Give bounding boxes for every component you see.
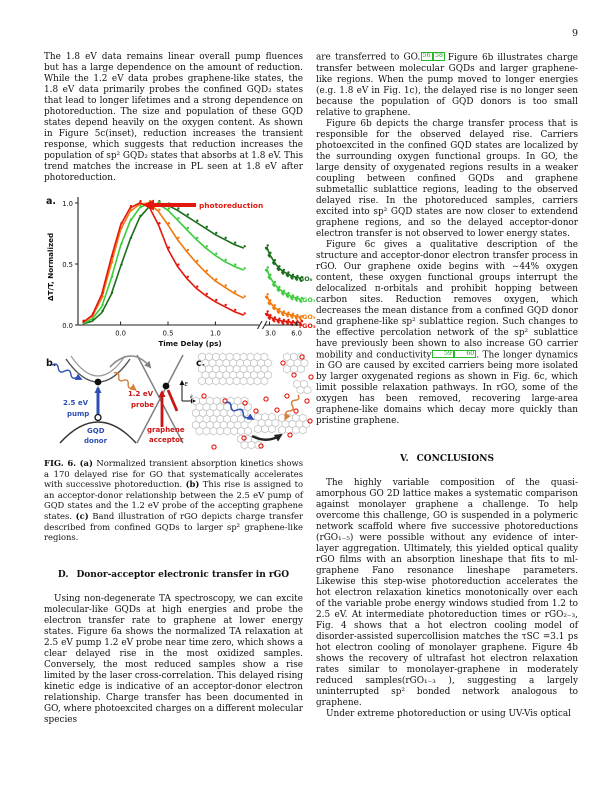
- panel-b-label: b.: [46, 358, 57, 369]
- y-tick: 0.0: [62, 322, 73, 330]
- pump-label-2: pump: [67, 410, 90, 418]
- right-column: [316, 52, 578, 720]
- x-axis-label: Time Delay (ps): [158, 339, 222, 348]
- left-column: [44, 52, 316, 726]
- momentum-axis-label: k: [190, 394, 194, 401]
- caption-b-label: (b): [185, 479, 200, 490]
- citation-link[interactable]: 58: [435, 52, 443, 59]
- y-axis-label: ΔT/T, Normalized: [46, 232, 55, 301]
- electron-icon: [95, 379, 102, 386]
- legend-label-rgo5: rGO₅: [299, 322, 316, 330]
- citation-link[interactable]: 56: [422, 52, 431, 59]
- citation-link[interactable]: 59: [432, 350, 454, 359]
- citation-link[interactable]: 60: [454, 350, 476, 359]
- legend-label-rgo1: rGO₁: [299, 296, 316, 304]
- hole-icon: [95, 415, 101, 421]
- y-tick: 1.0: [62, 200, 73, 208]
- charge-transfer-arrow-icon: [110, 356, 150, 367]
- band-diagram-panel-b: [46, 355, 195, 445]
- paragraph: [316, 52, 578, 119]
- x-tick: 1.0: [209, 329, 221, 338]
- section-heading-d: [44, 570, 303, 581]
- caption-c-text: Band illustration of rGO depicts charge transfer described from confined GQDs to larger sp² graphene-like regions.: [44, 510, 303, 543]
- paragraph: Using non-degenerate TA spectroscopy, we can excite molecular-like GQDs at high energies and probe the electron transfer rate to graphene at lower energy states. Figure 6a shows the normalized TA relaxation at 2.5 eV pump 1.2 eV probe near time zero, which shows a clear delayed rise in the most oxidized samples. Conversely, the most reduced samples show a rise limited by the laser cross-correlation. This delayed rising kinetic edge is indicative of an acceptor-donor electron relationship. Charge transfer has been documented in GO, where photoexcited charges on a different molecular species: [44, 593, 303, 725]
- paragraph: Under extreme photoreduction or using UV-Vis optical: [326, 709, 571, 719]
- pump-label-1: 2.5 eV: [63, 399, 89, 407]
- paragraph: Figure 6b depicts the charge transfer process that is responsible for the observed delayed rise. Carriers photoexcited in the confined GQD states are localized by the surrounding oxygen functional groups. In GO, the large density of oxygenated regions results in a weaker coupling between confined GQDs and graphene submetallic sublattice regions, leading to the observed delayed rise. In the photoreduced samples, carriers excited into sp² GQD states are now closer to extendend graphene regions, and so the delayed acceptor-donor electron transfer is not observed to lower energy states.: [316, 118, 578, 239]
- photoreduction-label: photoreduction: [199, 201, 264, 210]
- panel-c-label: c.: [196, 358, 206, 369]
- section-d-label: D.: [57, 569, 69, 580]
- paragraph: [316, 240, 578, 428]
- kinetics-curves: [82, 200, 303, 326]
- section-v-label: V.: [400, 454, 409, 464]
- figure-6-svg: [44, 189, 316, 451]
- legend-label-rgo3: rGO₃: [299, 313, 316, 321]
- page-number: 9: [571, 28, 578, 39]
- lattice-diagram-panel-c: [193, 353, 314, 449]
- panel-a-label: a.: [46, 196, 57, 207]
- section-v-title: CONCLUSIONS: [416, 454, 494, 464]
- caption-a-text: Normalized transient absorption kinetics shows a 170 delayed rise for GO that systematically accelerates with successive photoreduction.: [44, 458, 303, 490]
- probe-label-1: 1.2 eV: [128, 390, 154, 398]
- caption-a-label: (a): [79, 458, 93, 468]
- oxygen-atoms: [202, 355, 313, 449]
- section-d-title: Donor-acceptor electronic transfer in rGO: [76, 569, 290, 580]
- acceptor-label-1: graphene: [147, 426, 185, 434]
- x-tick: 3.0: [265, 329, 276, 338]
- figure-6: [44, 189, 316, 543]
- probe-transition-segment: [168, 390, 177, 411]
- x-tick: 6.0: [291, 329, 303, 338]
- x-tick: 0.5: [162, 329, 174, 338]
- donor-label-2: donor: [84, 437, 108, 445]
- caption-c-label: (c): [75, 510, 89, 521]
- electron-icon: [163, 383, 170, 390]
- x-tick: 0.0: [115, 329, 127, 338]
- legend-label-go0: GO₀: [299, 275, 313, 283]
- acceptor-label-2: acceptor: [149, 436, 184, 444]
- paragraph: The 1.8 eV data remains linear overall pump fluences but has a large dependence on the amount of reduction. While the 1.2 eV data probes graphene-like states, the 1.8 eV data primarily probes the confined GQD₂ states that lead to longer lifetimes and a strong dependence on photoreduction. The size and population of these GQD states depend heavily on the oxygen content. As shown in Figure 5c(inset), reduction increases the transient response, which suggests that reduction increases the population of sp² GQD₂ states that absorbs at 1.8 eV. This trend matches the increase in PL seen at 1.8 eV after photoreduction.: [44, 52, 303, 183]
- paragraph: The highly variable composition of the quasi-amorphous GO 2D lattice makes a systematic comparison against monolayer graphene a challenge. To help overcome this challenge, GO is suspended in a polymeric network scaffold where five successive photoreductions (rGO₁₋₅) were possible without any evidence of inter-layer aggregation. Ultimately, this yielded optical quality rGO films with an absorption lineshape that fits to ml-graphene Fano resonance lineshape parameters. Likewise this step-wise photoreduction accelerates the hot electron relaxation kinetics monotonically over each of the variable probe energy windows studied from 1.2 to 2.5 eV. At intermediate photoreduction times or rGO₂₋₃, Fig. 4 shows that a hot electron cooling model of disorder-assisted supercollision matches the τSC =3.1 ps hot electron cooling of monolayer graphene. Figure 4b shows the recovery of ultrafast hot electron relaxation rates similar to monolayer-graphene in moderately reduced samples(rGO₁₋₃ ), suggesting a largely uninterrupted sp² bonded network analogous to graphene.: [316, 478, 578, 708]
- energy-axis-label: E: [184, 382, 188, 388]
- probe-label-2: probe: [131, 401, 155, 409]
- donor-label-1: GQD: [87, 427, 105, 435]
- paragraph-text: are transferred to GO.: [316, 52, 421, 63]
- paragraph-text: Figure 6c gives a qualitative description of the structure and acceptor-donor electron transfer process in rGO. Our graphene oxide begins with ∼44% oxygen content, these oxygen functional groups interrupt the delocalized π-orbitals and prohibit hopping between carbon sites. Reduction removes oxygen, which decreases the mean distance from a confined GQD donor and graphene-like sp² sublattice region. Such changes to the effective percolation network of the sp² sublattice have previously been shown to also increase GO carrier mobility and conductivity: [316, 239, 578, 360]
- kinetics-plot-panel-a: [46, 196, 316, 348]
- caption-b-text: This rise is assigned to an acceptor-donor relationship between the 2.5 eV pump of GQD states and the 1.2 eV probe of the accepting graphene states.: [44, 479, 303, 521]
- paragraph-text: . The longer dynamics in GO are caused by excited carriers being more isolated by larger oxygenated regions as shown in Fig. 6c, which limit possible relaxation pathways. In rGO, some of the oxygen has been removed, recovering large-area graphene-like domains which decay more quickly than pristine graphene.: [316, 350, 578, 426]
- caption-head: FIG. 6.: [44, 458, 77, 468]
- paragraph-text: Figure 6b illustrates charge transfer between molecular GQDs and larger graphene-like regions. When the pump moved to longer energies (e.g. 1.8 eV in Fig. 1c), the delayed rise is no longer seen because the population of GQD donors is too small relative to graphene.: [316, 52, 578, 118]
- section-heading-conclusions: [316, 454, 578, 465]
- y-tick: 0.5: [62, 261, 73, 269]
- figure-6-caption: [44, 458, 303, 543]
